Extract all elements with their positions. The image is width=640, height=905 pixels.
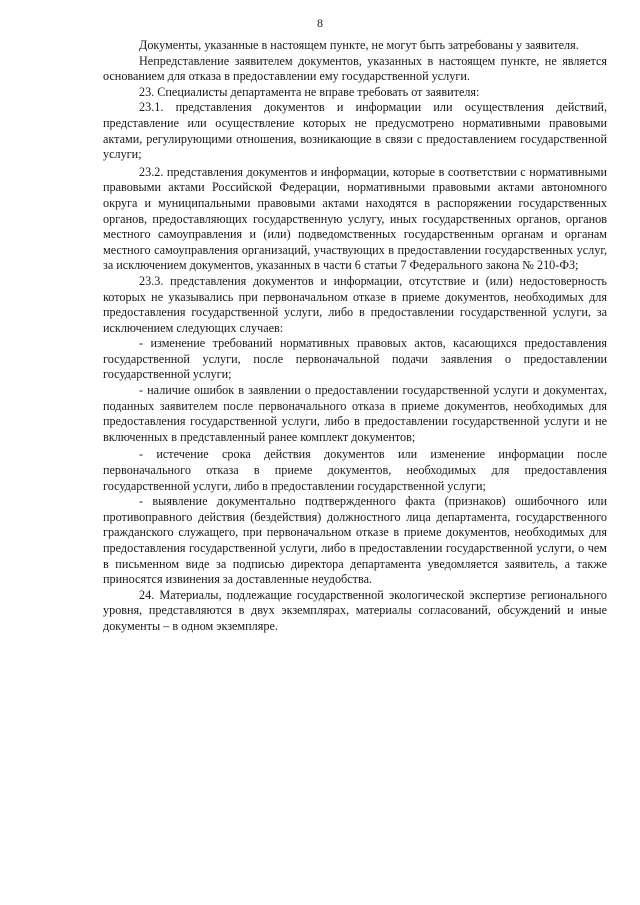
list-item-errors-in-application: - наличие ошибок в заявлении о предоставлении государственной услуги и документах, поданных заявителем после первоначального отказа в приеме документов, необходимых для предоставления государственной услуги, либо в предоставлении государственной услуги и не включенных в представленный ранее комплект документов;: [103, 383, 607, 444]
paragraph-23-2: 23.2. представления документов и информации, которые в соответствии с нормативными правовыми актами Российской Федерации, нормативными правовыми актами автономного округа и муниципальными правовыми актами находятся в распоряжении государственных органов, предоставляющих государственную услугу, иных государственных органов, органов местного самоуправления и (или) подведомственных государственным органам и органам местного самоуправления организаций, участвующих в предоставлении государственных услуг, за исключением документов, указанных в части 6 статьи 7 Федерального закона № 210-ФЗ;: [103, 164, 607, 273]
paragraph-24: 24. Материалы, подлежащие государственной экологической экспертизе регионального уровня, представляются в двух экземплярах, материалы согласований, обсуждений и иные документы – в одном экземпляре.: [103, 587, 607, 633]
paragraph-23-1: 23.1. представления документов и информации или осуществления действий, представление или осуществление которых не предусмотрено нормативными правовыми актами, регулирующими отношения, возникающие в связи с предоставлением государственной услуги;: [103, 100, 607, 162]
list-item-requirements-change: - изменение требований нормативных правовых актов, касающихся предоставления государственной услуги, после первоначальной подачи заявления о предоставлении государственной услуги;: [103, 336, 607, 382]
paragraph-23-3: 23.3. представления документов и информации, отсутствие и (или) недостоверность которых не указывались при первоначальном отказе в приеме документов, необходимых для предоставления государственной услуги, либо в предоставлении государственной услуги, за исключением следующих случаев:: [103, 273, 607, 335]
document-body: [103, 38, 607, 635]
page-number: 8: [317, 16, 323, 30]
list-item-expiry-of-documents: - истечение срока действия документов или изменение информации после первоначального отказа в приеме документов, необходимых для предоставления государственной услуги, либо в предоставлении государственной услуги;: [103, 447, 607, 493]
list-item-erroneous-action: - выявление документально подтвержденного факта (признаков) ошибочного или противоправного действия (бездействия) должностного лица департамента, государственного гражданского служащего, при первоначальном отказе в приеме документов, необходимых для предоставления государственной услуги, либо в предоставлении государственной услуги, о чем в письменном виде за подписью директора департамента уведомляется заявитель, а также приносятся извинения за доставленные неудобства.: [103, 494, 607, 587]
paragraph-documents-not-required: Документы, указанные в настоящем пункте, не могут быть затребованы у заявителя.: [139, 38, 579, 52]
paragraph-23: 23. Специалисты департамента не вправе требовать от заявителя:: [139, 84, 480, 99]
paragraph-non-submission: Непредставление заявителем документов, указанных в настоящем пункте, не является основанием для отказа в предоставлении ему государственной услуги.: [103, 53, 607, 84]
